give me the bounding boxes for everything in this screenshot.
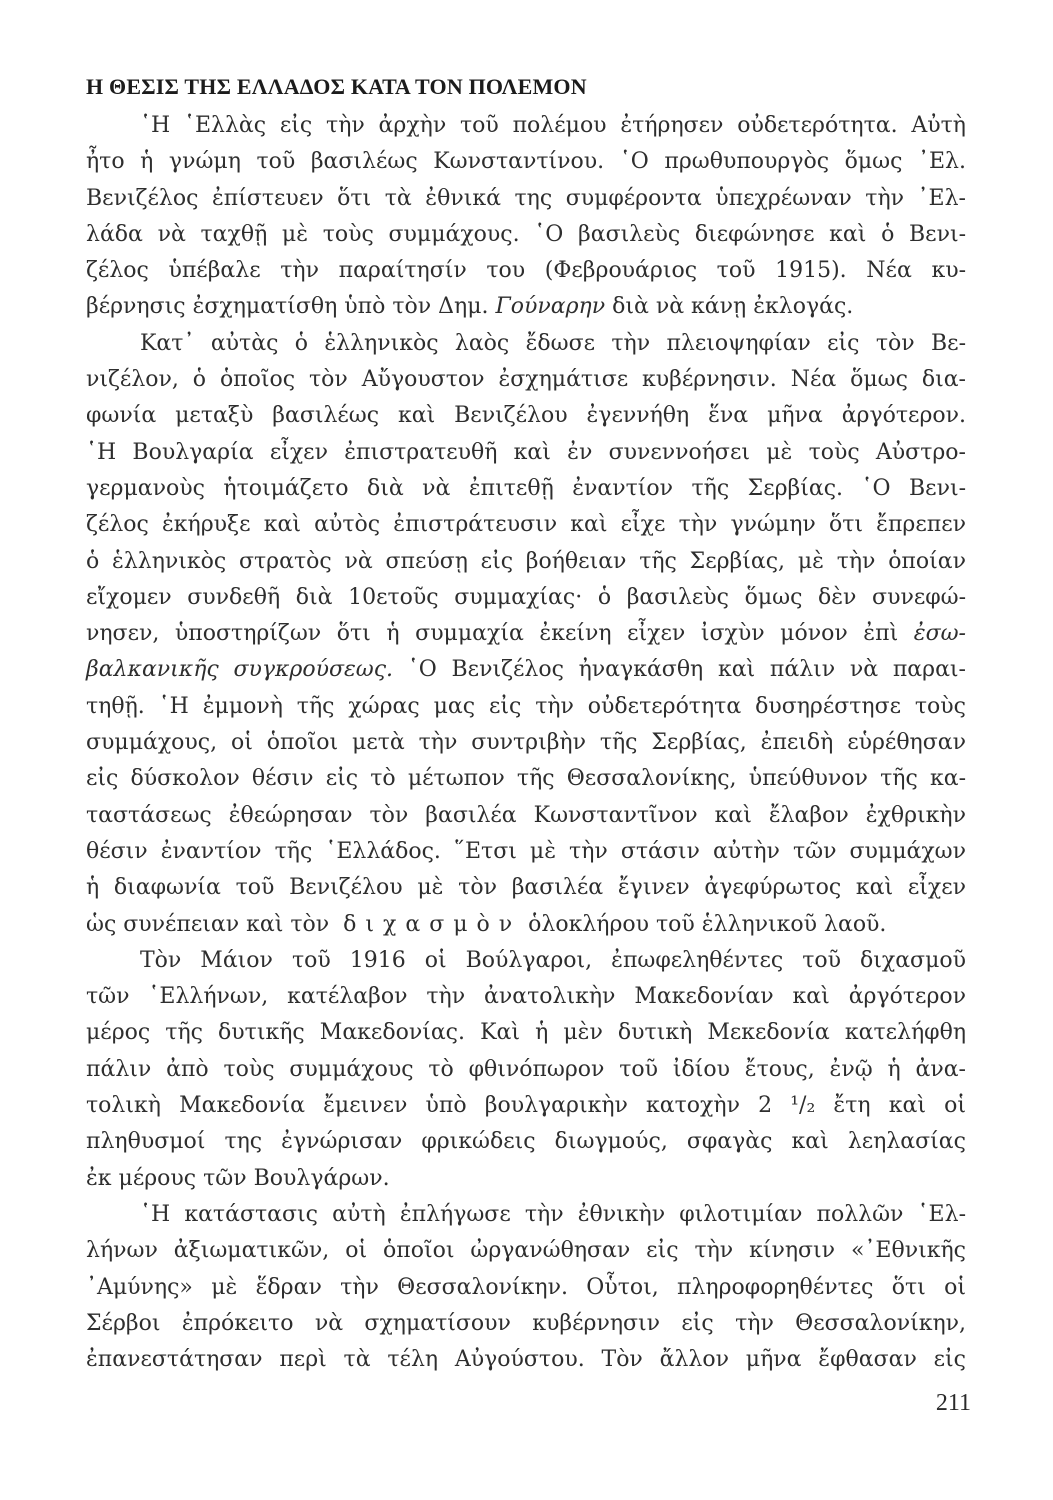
text-line: γερμανοὺς ἡτοιμάζετο διὰ νὰ ἐπιτεθῇ ἐναντίον τῆς Σερβίας. ῾Ο Βενι- [86,475,966,501]
spaced-word: διχασμὸν [343,911,522,937]
italic-name: Γούναρην [495,294,606,320]
text-line: λήνων ἀξιωματικῶν, οἱ ὁποῖοι ὠργανώθησαν εἰς τὴν κίνησιν «᾿Εθνικῆς [86,1238,966,1264]
text-line: ἡ διαφωνία τοῦ Βενιζέλου μὲ τὸν βασιλέα ἔγινεν ἀγεφύρωτος καὶ εἶχεν [86,875,966,901]
page-number: 211 [935,1390,971,1416]
text-line [86,289,966,325]
text-line: ζέλος ὑπέβαλε τὴν παραίτησίν του (Φεβρουάριος τοῦ 1915). Νέα κυ- [86,258,966,284]
body-text [86,108,966,1378]
text-line: ταστάσεως ἐθεώρησαν τὸν βασιλέα Κωνσταντῖνον καὶ ἔλαβον ἐχθρικὴν [86,802,966,828]
text-line: λάδα νὰ ταχθῇ μὲ τοὺς συμμάχους. ῾Ο βασιλεὺς διεφώνησε καὶ ὁ Βενι- [86,221,966,247]
text-line: ἐπανεστάτησαν περὶ τὰ τέλη Αὐγούστου. Τὸν ἄλλον μῆνα ἔφθασαν εἰς [86,1347,966,1373]
text-segment: ὁλοκλήρου τοῦ ἑλληνικοῦ λαοῦ. [528,911,887,937]
text-line: νιζέλον, ὁ ὁποῖος τὸν Αὔγουστον ἐσχημάτισε κυβέρνησιν. Νέα ὅμως δια- [86,367,966,393]
text-line: Τὸν Μάιον τοῦ 1916 οἱ Βούλγαροι, ἐπωφεληθέντες τοῦ διχασμοῦ [140,947,966,973]
text-line: πληθυσμοί της ἐγνώρισαν φρικώδεις διωγμούς, σφαγὰς καὶ λεηλασίας [86,1129,966,1155]
text-line: ἐκ μέρους τῶν Βουλγάρων. [86,1165,390,1191]
text-line: ὁ ἑλληνικὸς στρατὸς νὰ σπεύσῃ εἰς βοήθειαν τῆς Σερβίας, μὲ τὴν ὁποίαν [86,548,966,574]
text-line: τηθῇ. ῾Η ἐμμονὴ τῆς χώρας μας εἰς τὴν οὐδετερότητα δυσηρέστησε τοὺς [86,693,966,719]
text-line [86,616,966,652]
text-segment: ὡς συνέπειαν καὶ τὸν [86,911,330,937]
text-segment: βέρνησις ἐσχηματίσθη ὑπὸ τὸν Δημ. [86,294,489,320]
text-segment: νησεν, ὑποστηρίζων ὅτι ἡ συμμαχία ἐκείνη εἶχεν ἰσχὺν μόνον ἐπὶ [86,621,899,647]
text-line [86,652,966,688]
text-segment: διὰ νὰ κάνῃ ἐκλογάς. [605,294,854,320]
text-line: μέρος τῆς δυτικῆς Μακεδονίας. Καὶ ἡ μὲν δυτικὴ Μεκεδονία κατελήφθη [86,1020,966,1046]
italic-term: ἐσω- [913,621,966,647]
text-line: φωνία μεταξὺ βασιλέως καὶ Βενιζέλου ἐγεννήθη ἕνα μῆνα ἀργότερον. [86,403,966,429]
text-line: εἴχομεν συνδεθῆ διὰ 10ετοῦς συμμαχίας· ὁ βασιλεὺς ὅμως δὲν συνεφώ- [86,584,966,610]
text-line: ᾿Αμύνης» μὲ ἕδραν τὴν Θεσσαλονίκην. Οὗτοι, πληροφορηθέντες ὅτι οἱ [86,1274,966,1300]
text-line: ῾Η Βουλγαρία εἶχεν ἐπιστρατευθῆ καὶ ἐν συνεννοήσει μὲ τοὺς Αὐστρο- [86,439,966,465]
text-line: ῾Η κατάστασις αὐτὴ ἐπλήγωσε τὴν ἐθνικὴν φιλοτιμίαν πολλῶν ῾Ελ- [140,1201,966,1227]
text-line: πάλιν ἀπὸ τοὺς συμμάχους τὸ φθινόπωρον τοῦ ἰδίου ἔτους, ἐνῷ ἡ ἀνα- [86,1056,966,1082]
text-line: ῾Η ῾Ελλὰς εἰς τὴν ἀρχὴν τοῦ πολέμου ἐτήρησεν οὐδετερότητα. Αὐτὴ [140,113,966,138]
text-line: Κατ᾿ αὐτὰς ὁ ἑλληνικὸς λαὸς ἔδωσε τὴν πλειοψηφίαν εἰς τὸν Βε- [140,330,966,356]
chapter-heading: Η ΘΕΣΙΣ ΤΗΣ ΕΛΛΑΔΟΣ ΚΑΤΑ ΤΟΝ ΠΟΛΕΜΟΝ [86,74,587,99]
text-line: ἦτο ἡ γνώμη τοῦ βασιλέως Κωνσταντίνου. ῾Ο πρωθυπουργὸς ὅμως ᾿Ελ. [86,149,966,175]
text-line: συμμάχους, οἱ ὁποῖοι μετὰ τὴν συντριβὴν τῆς Σερβίας, ἐπειδὴ εὑρέθησαν [86,730,966,756]
text-line: Βενιζέλος ἐπίστευεν ὅτι τὰ ἐθνικά της συμφέροντα ὑπεχρέωναν τὴν ᾿Ελ- [86,185,966,211]
text-line: ζέλος ἐκήρυξε καὶ αὐτὸς ἐπιστράτευσιν καὶ εἶχε τὴν γνώμην ὅτι ἔπρεπεν [86,512,966,538]
text-line: τῶν ῾Ελλήνων, κατέλαβον τὴν ἀνατολικὴν Μακεδονίαν καὶ ἀργότερον [86,984,966,1010]
text-line: εἰς δύσκολον θέσιν εἰς τὸ μέτωπον τῆς Θεσσαλονίκης, ὑπεύθυνον τῆς κα- [86,766,966,792]
text-line: Σέρβοι ἐπρόκειτο νὰ σχηματίσουν κυβέρνησιν εἰς τὴν Θεσσαλονίκην, [86,1310,966,1336]
text-line: θέσιν ἐναντίον τῆς ῾Ελλάδος. ῞Ετσι μὲ τὴν στάσιν αὐτὴν τῶν συμμάχων [86,838,966,864]
italic-term: βαλκανικῆς συγκρούσεως. [86,657,394,683]
text-line [86,907,966,943]
text-segment: ῾Ο Βενιζέλος ἠναγκάσθη καὶ πάλιν νὰ παραι- [407,657,966,683]
text-line: τολικὴ Μακεδονία ἔμεινεν ὑπὸ βουλγαρικὴν κατοχὴν 2 ¹/₂ ἔτη καὶ οἱ [86,1093,966,1119]
